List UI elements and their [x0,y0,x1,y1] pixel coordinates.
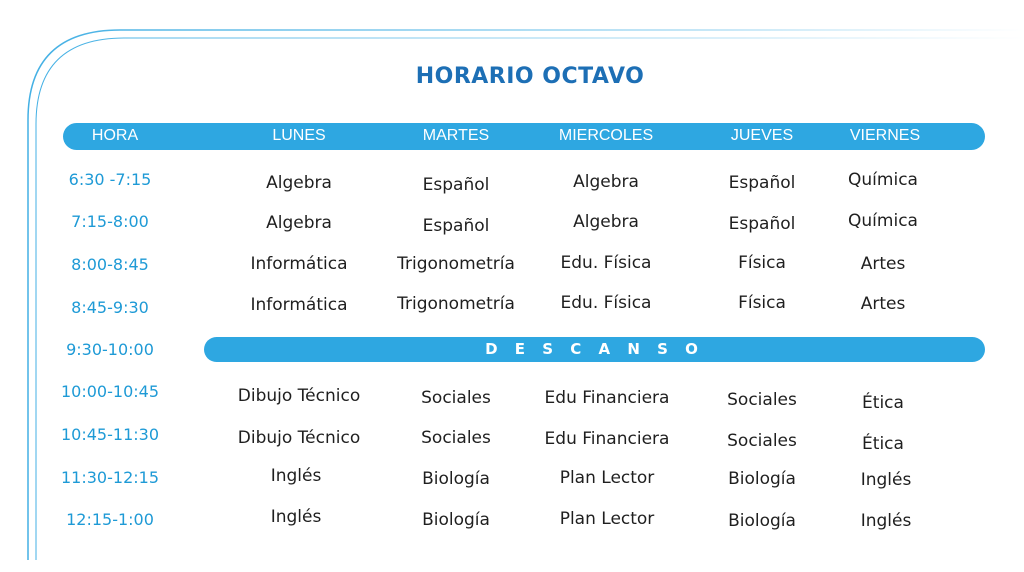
time-slot: 9:30-10:00 [66,340,154,359]
class-cell: Edu. Física [560,293,652,313]
class-cell: Ética [862,393,904,413]
header-martes: MARTES [422,127,490,144]
page-title: HORARIO OCTAVO [415,64,645,89]
header-lunes: LUNES [272,127,326,144]
class-cell: Trigonometría [397,254,515,274]
header-viernes: VIERNES [849,127,921,144]
class-cell: Sociales [421,388,491,408]
class-cell: Química [848,170,918,190]
class-cell: Inglés [860,511,912,531]
class-cell: Español [728,173,796,193]
class-cell: Informática [250,295,348,315]
header-jueves: JUEVES [730,127,794,144]
class-cell: Informática [250,254,348,274]
class-cell: Dibujo Técnico [237,428,361,448]
time-slot: 6:30 -7:15 [68,170,152,189]
time-slot: 7:15-8:00 [71,212,149,231]
class-cell: Plan Lector [559,468,655,488]
class-cell: Biología [728,511,796,531]
class-cell: Biología [422,469,490,489]
class-cell: Artes [860,294,906,314]
class-cell: Plan Lector [559,509,655,529]
class-cell: Algebra [573,172,639,192]
header-miercoles: MIERCOLES [558,127,654,144]
class-cell: Edu. Física [560,253,652,273]
time-slot: 10:00-10:45 [61,382,159,401]
time-slot: 8:00-8:45 [71,255,149,274]
class-cell: Algebra [573,212,639,232]
class-cell: Sociales [727,431,797,451]
header-bar [63,123,985,150]
header-hora: HORA [91,127,139,144]
class-cell: Dibujo Técnico [237,386,361,406]
class-cell: Artes [860,254,906,274]
class-cell: Algebra [266,173,332,193]
break-label: D E S C A N S O [485,340,704,358]
class-cell: Química [848,211,918,231]
class-cell: Física [738,293,786,313]
time-slot: 11:30-12:15 [61,468,159,487]
class-cell: Español [728,214,796,234]
class-cell: Español [422,175,490,195]
class-cell: Ética [862,434,904,454]
class-cell: Edu Financiera [544,429,670,449]
class-cell: Sociales [421,428,491,448]
class-cell: Inglés [860,470,912,490]
class-cell: Biología [422,510,490,530]
time-slot: 8:45-9:30 [71,298,149,317]
class-cell: Sociales [727,390,797,410]
class-cell: Física [738,253,786,273]
class-cell: Biología [728,469,796,489]
class-cell: Inglés [270,507,322,527]
class-cell: Español [422,216,490,236]
time-slot: 10:45-11:30 [61,425,159,444]
class-cell: Edu Financiera [544,388,670,408]
class-cell: Trigonometría [397,294,515,314]
class-cell: Inglés [270,466,322,486]
class-cell: Algebra [266,213,332,233]
time-slot: 12:15-1:00 [66,510,154,529]
